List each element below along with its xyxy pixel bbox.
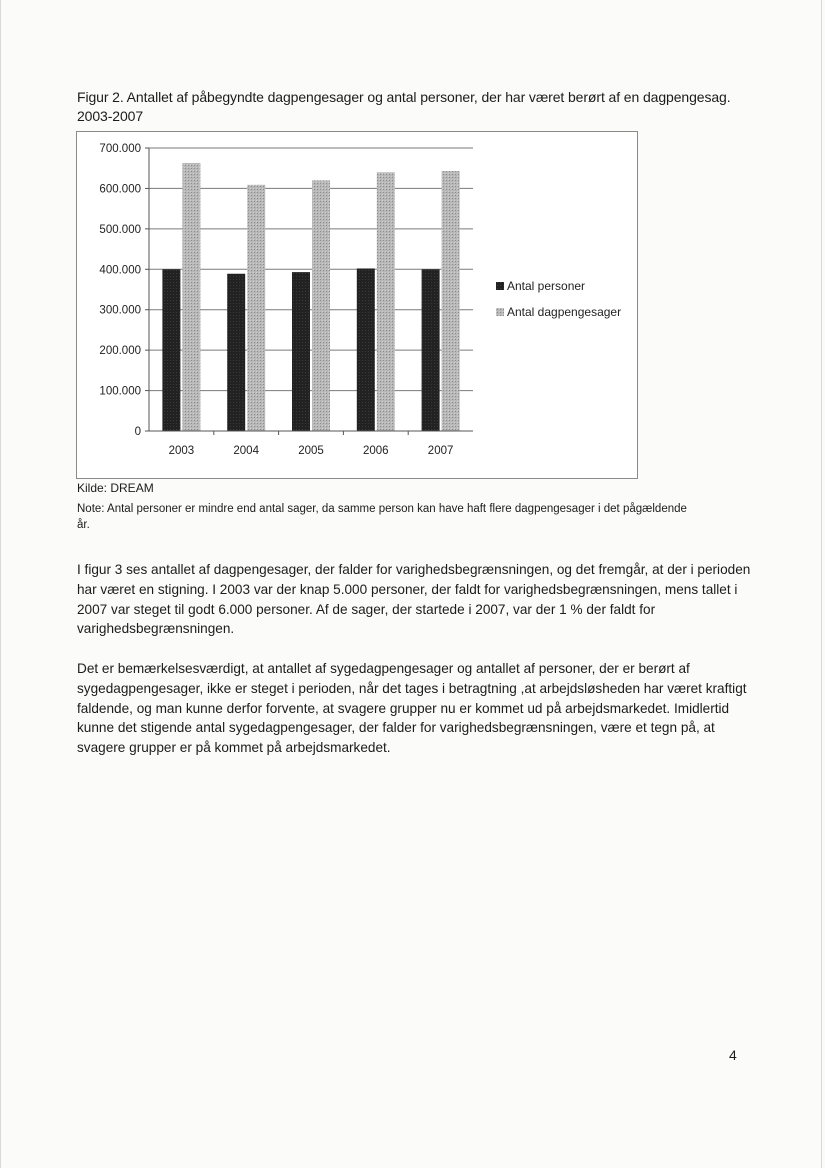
bar-antal-dagpengesager [312, 180, 330, 431]
y-tick-label: 600.000 [99, 183, 141, 196]
bar-antal-dagpengesager [442, 171, 460, 431]
body-paragraph-1: I figur 3 ses antallet af dagpengesager, der falder for varighedsbegrænsningen, og det fremgår, at der i perioden har været en stigning. I 2003 var der knap 5.000 personer, der faldt for varighedsbegrænsningen, mens tallet i 2007 var steget til godt 6.000 personer. Af de sager, der startede i 2007, var der 1 % der faldt for varighedsbegrænsningen. [77, 562, 751, 637]
legend-label-antal-personer: Antal personer [507, 279, 586, 293]
chart-axes [99, 143, 473, 457]
bar-antal-dagpengesager [182, 163, 200, 431]
y-tick-label: 500.000 [99, 223, 141, 236]
y-tick-label: 400.000 [99, 264, 141, 277]
bar-antal-personer [162, 269, 180, 431]
page-left-edge [0, 0, 1, 1168]
bar-antal-personer [357, 268, 375, 431]
y-tick-label: 100.000 [99, 385, 141, 398]
figure-caption: Figur 2. Antallet af påbegyndte dagpengesager og antal personer, der har været berørt af en dagpengesag. 2003-2007 [77, 89, 731, 124]
x-tick-label: 2007 [427, 445, 454, 457]
y-tick-label: 300.000 [99, 304, 141, 317]
y-tick-label: 200.000 [99, 345, 141, 358]
x-tick-label: 2005 [298, 445, 324, 457]
legend-label-antal-dagpengesager: Antal dagpengesager [507, 305, 622, 319]
y-tick-label: 700.000 [99, 143, 141, 155]
bar-antal-personer [292, 272, 310, 431]
page-number: 4 [729, 1047, 737, 1063]
bar-chart [76, 131, 638, 479]
source-line: Kilde: DREAM [77, 481, 154, 495]
bar-antal-dagpengesager [247, 185, 265, 431]
figure-note: Note: Antal personer er mindre end antal sager, da samme person kan have haft flere dagpengesager i det pågældende år. [77, 503, 687, 531]
bar-antal-personer [422, 269, 440, 431]
bar-antal-dagpengesager [377, 172, 395, 431]
y-tick-label: 0 [134, 426, 141, 438]
legend-swatch-antal-personer [496, 282, 504, 290]
body-paragraph-2: Det er bemærkelsesværdigt, at antallet af sygedagpengesager og antallet af personer, der er berørt af sygedagpengesager, ikke er steget i perioden, når det tages i betragtning ,at arbejdsløsheden har været kraftigt faldende, og man kunne derfor forvente, at svagere grupper nu er kommet ud på arbejdsmarkedet. Imidlertid kunne det stigende antal sygedagpengesager, der falder for varighedsbegrænsningen, være et tegn på, at svagere grupper er på kommet på arbejdsmarkedet. [77, 661, 747, 756]
chart-canvas [77, 132, 637, 478]
x-tick-label: 2003 [168, 445, 195, 457]
x-tick-label: 2004 [233, 445, 259, 457]
x-tick-label: 2006 [363, 445, 389, 457]
bar-antal-personer [227, 274, 245, 431]
legend-swatch-antal-dagpengesager [496, 308, 504, 316]
chart-legend [496, 279, 621, 319]
page-right-edge [821, 0, 822, 1168]
